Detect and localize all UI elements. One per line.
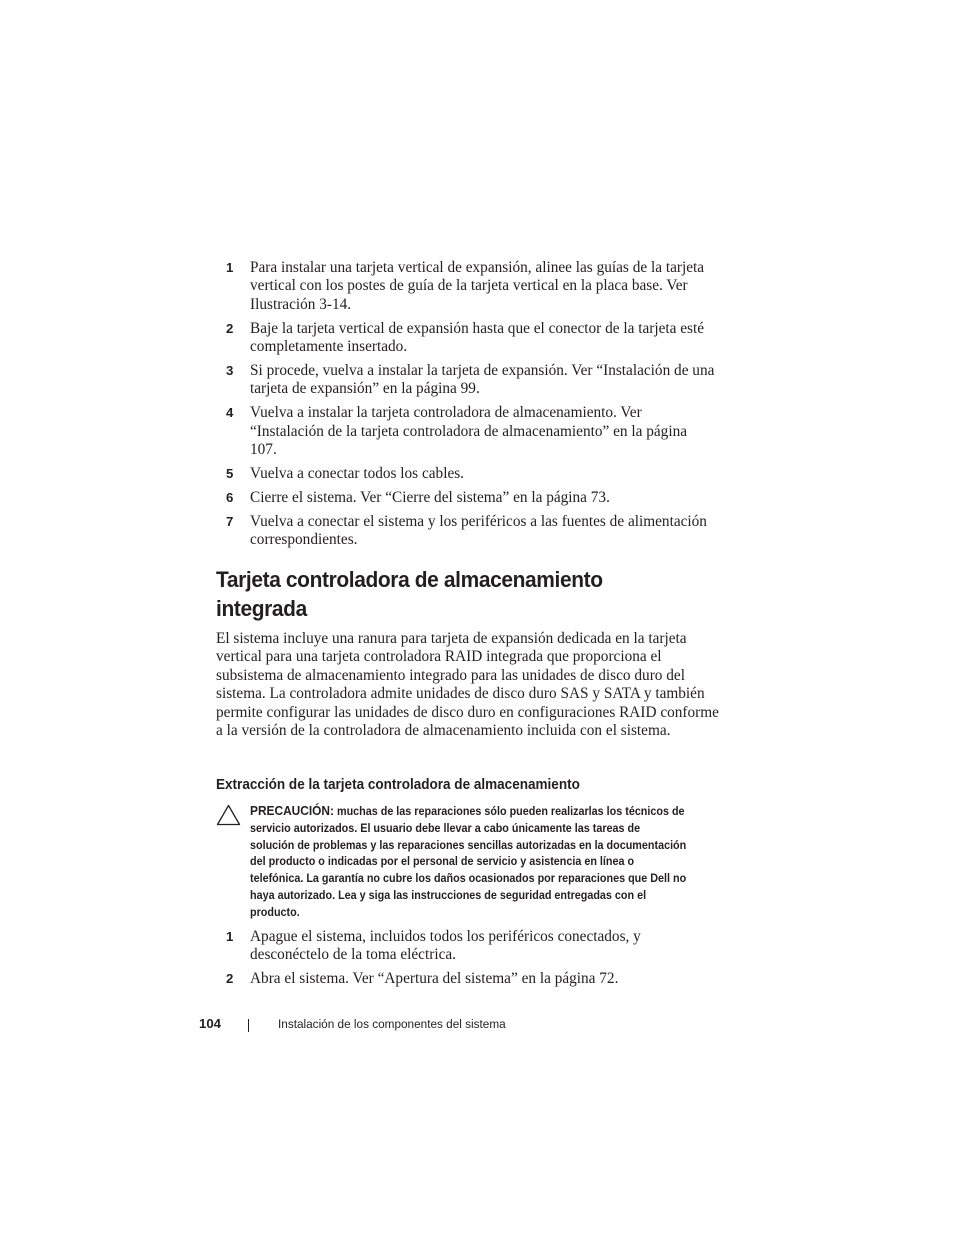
list-item xyxy=(216,362,716,399)
removal-steps-list xyxy=(216,928,716,994)
step-text: Vuelva a conectar todos los cables. xyxy=(250,465,465,483)
list-item xyxy=(216,489,716,507)
step-text: Apague el sistema, incluidos todos los periféricos conectados, y desconéctelo de la toma eléctrica. xyxy=(250,928,641,964)
section-heading xyxy=(216,566,700,623)
list-item xyxy=(216,320,716,357)
step-text: Abra el sistema. Ver “Apertura del sistema” en la página 72. xyxy=(250,970,619,988)
step-number: 3 xyxy=(226,363,234,379)
step-text: Para instalar una tarjeta vertical de expansión, alinee las guías de la tarjeta vertical con los postes de guía de la tarjeta vertical en la placa base. Ver Ilustración 3-14. xyxy=(250,259,705,313)
step-text: Baje la tarjeta vertical de expansión hasta que el conector de la tarjeta esté completamente insertado. xyxy=(250,319,705,356)
section-heading-line1: Tarjeta controladora de almacenamiento xyxy=(216,567,603,592)
step-text: Si procede, vuelva a instalar la tarjeta de expansión. Ver “Instalación de una tarjeta de expansión” en la página 99. xyxy=(250,362,715,398)
list-item xyxy=(216,970,716,988)
step-text: Cierre el sistema. Ver “Cierre del sistema” en la página 73. xyxy=(250,488,610,506)
footer-divider xyxy=(248,1019,249,1032)
page-number: 104 xyxy=(199,1016,222,1031)
list-item xyxy=(216,404,716,459)
page-footer xyxy=(0,1015,954,1035)
step-number: 5 xyxy=(226,466,234,482)
step-text: Vuelva a conectar el sistema y los periféricos a las fuentes de alimentación correspondientes. xyxy=(250,512,707,549)
step-number: 2 xyxy=(226,320,234,336)
chapter-title: Instalación de los componentes del sistema xyxy=(278,1017,506,1031)
caution-text-block xyxy=(250,803,687,922)
caution-body: muchas de las reparaciones sólo pueden realizarlas los técnicos de servicio autorizados. El usuario debe llevar a cabo únicamente las tareas de solución de problemas y las reparaciones sencillas autorizadas en la documentación del producto o indicadas por el personal de servicio y asistencia en línea o telefónica. La garantía no cubre los daños ocasionados por reparaciones que Dell no haya autorizado. Lea y siga las instrucciones de seguridad entregadas con el producto. xyxy=(250,805,687,919)
list-item xyxy=(216,928,716,965)
subsection-heading: Extracción de la tarjeta controladora de almacenamiento xyxy=(216,777,580,793)
step-number: 1 xyxy=(226,260,234,275)
caution-notice xyxy=(216,803,721,922)
section-heading-line2: integrada xyxy=(216,595,307,621)
step-number: 1 xyxy=(226,929,234,944)
step-text: Vuelva a instalar la tarjeta controladora de almacenamiento. Ver “Instalación de la tarjeta controladora de almacenamiento” en la página 107. xyxy=(250,404,688,459)
installation-steps-list xyxy=(216,259,716,555)
step-number: 4 xyxy=(226,405,234,421)
section-paragraph: El sistema incluye una ranura para tarjeta de expansión dedicada en la tarjeta vertical para una tarjeta controladora RAID integrada que proporciona el subsistema de almacenamiento integrado para las unidades de disco duro del sistema. La controladora admite unidades de disco duro SAS y SATA y también permite configurar las unidades de disco duro en configuraciones RAID conforme a la versión de la controladora de almacenamiento incluida con el sistema. xyxy=(216,630,719,740)
warning-triangle-icon xyxy=(216,804,241,826)
step-number: 2 xyxy=(226,971,234,987)
list-item xyxy=(216,259,716,314)
step-number: 7 xyxy=(226,513,234,529)
list-item xyxy=(216,465,716,483)
caution-label: PRECAUCIÓN: xyxy=(250,803,334,818)
list-item xyxy=(216,513,716,550)
step-number: 6 xyxy=(226,489,234,505)
